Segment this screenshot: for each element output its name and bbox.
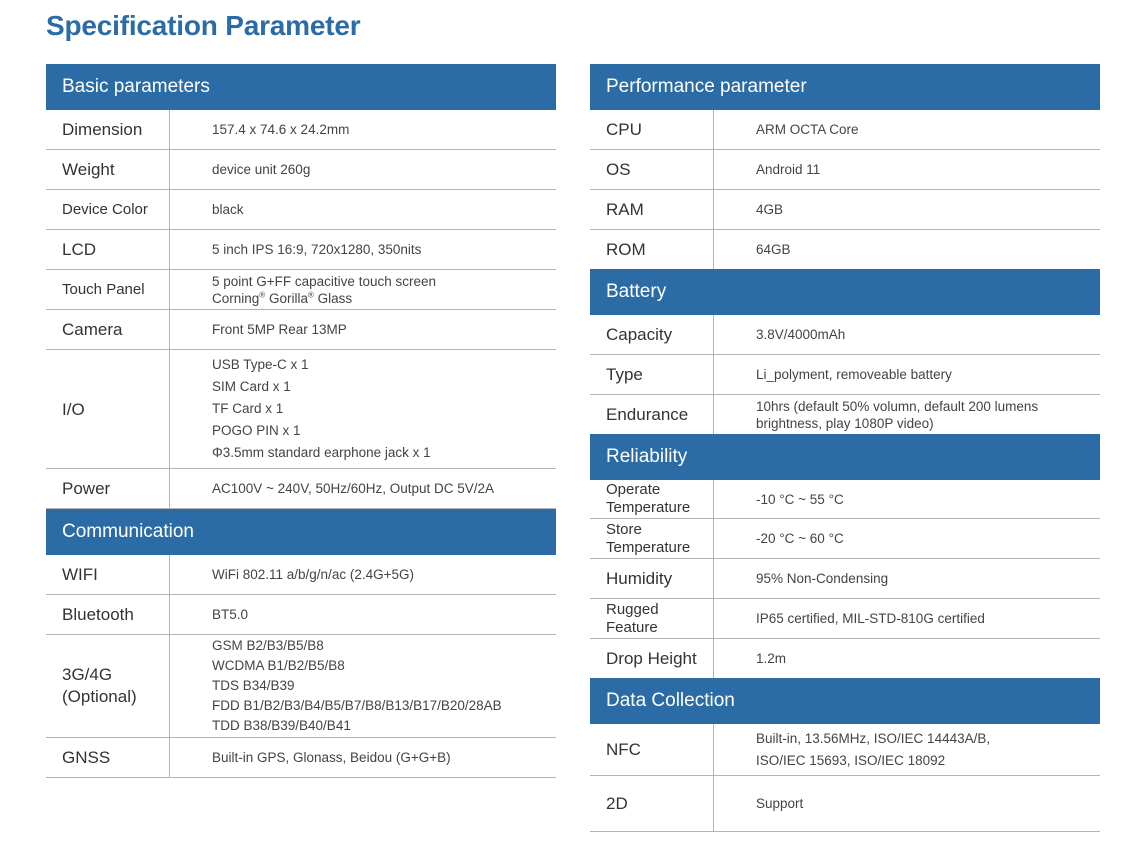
left-spec-column [46,64,556,778]
value-nfc: Built-in, 13.56MHz, ISO/IEC 14443A/B, ISO/IEC 15693, ISO/IEC 18092 [756,730,991,768]
label-device-color: Device Color [46,190,170,229]
row-operate-temp [590,480,1100,519]
row-cpu [590,110,1100,150]
io-line: SIM Card x 1 [212,379,291,394]
label-endurance: Endurance [590,395,714,434]
label-ram: RAM [590,190,714,229]
right-spec-column [590,64,1100,832]
value-power: AC100V ~ 240V, 50Hz/60Hz, Output DC 5V/2A [212,481,495,496]
row-gnss [46,738,556,778]
label-power: Power [46,469,170,508]
row-device-color [46,190,556,230]
io-line: TF Card x 1 [212,401,284,416]
label-os: OS [590,150,714,189]
label-lcd: LCD [46,230,170,269]
value-dimension: 157.4 x 74.6 x 24.2mm [212,122,350,137]
row-bluetooth [46,595,556,635]
row-weight [46,150,556,190]
section-header-performance: Performance parameter [590,64,1100,110]
row-humidity [590,559,1100,599]
network-band-line: TDS B34/B39 [212,678,295,693]
value-wifi: WiFi 802.11 a/b/g/n/ac (2.4G+5G) [212,567,414,582]
value-operate-temp: -10 °C ~ 55 °C [756,491,844,507]
row-io [46,350,556,469]
section-header-battery: Battery [590,269,1100,315]
label-bluetooth: Bluetooth [46,595,170,634]
section-header-communication: Communication [46,509,556,555]
row-ram [590,190,1100,230]
network-band-line: WCDMA B1/B2/B5/B8 [212,658,345,673]
value-io [170,350,556,468]
value-touch-panel [170,270,556,309]
row-camera [46,310,556,350]
value-type: Li_polyment, removeable battery [756,367,952,382]
label-type: Type [590,355,714,394]
value-rugged: IP65 certified, MIL-STD-810G certified [756,611,985,626]
label-drop-height: Drop Height [590,639,714,678]
row-lcd [46,230,556,270]
value-humidity: 95% Non-Condensing [756,571,889,586]
value-rom: 64GB [756,242,791,257]
label-store-temp: Store Temperature [590,519,714,558]
io-line: Φ3.5mm standard earphone jack x 1 [212,445,431,460]
value-capacity: 3.8V/4000mAh [756,327,846,342]
label-2d: 2D [590,776,714,831]
value-endurance: 10hrs (default 50% volumn, default 200 lumens brightness, play 1080P video) [756,398,1039,431]
label-gnss: GNSS [46,738,170,777]
network-band-line: FDD B1/B2/B3/B4/B5/B7/B8/B13/B17/B20/28AB [212,698,502,713]
value-ram: 4GB [756,202,784,217]
row-drop-height [590,639,1100,678]
label-network: 3G/4G (Optional) [46,635,170,737]
value-cpu: ARM OCTA Core [756,122,859,137]
row-endurance [590,395,1100,434]
io-line: USB Type-C x 1 [212,357,309,372]
section-header-basic: Basic parameters [46,64,556,110]
page-title: Specification Parameter [46,10,361,41]
value-gnss: Built-in GPS, Glonass, Beidou (G+G+B) [212,750,451,765]
value-camera: Front 5MP Rear 13MP [212,322,347,337]
value-drop-height: 1.2m [756,651,787,666]
section-header-data-collection: Data Collection [590,678,1100,724]
row-capacity [590,315,1100,355]
label-touch-panel: Touch Panel [46,270,170,309]
value-weight: device unit 260g [212,162,311,177]
label-rom: ROM [590,230,714,269]
row-rom [590,230,1100,269]
label-io: I/O [46,350,170,468]
value-store-temp: -20 °C ~ 60 °C [756,531,844,546]
label-rugged: Rugged Feature [590,599,714,638]
label-humidity: Humidity [590,559,714,598]
section-header-reliability: Reliability [590,434,1100,480]
touch-panel-glass-line: Corning® Gorilla® Glass [212,290,353,306]
label-nfc: NFC [590,724,714,775]
value-2d: Support [756,796,804,811]
row-store-temp [590,519,1100,559]
row-dimension [46,110,556,150]
label-wifi: WIFI [46,555,170,594]
value-device-color: black [212,202,244,217]
label-weight: Weight [46,150,170,189]
io-line: POGO PIN x 1 [212,423,301,438]
row-touch-panel [46,270,556,310]
row-2d [590,776,1100,832]
row-power [46,469,556,509]
row-network [46,635,556,738]
value-bluetooth: BT5.0 [212,607,249,622]
row-type [590,355,1100,395]
label-dimension: Dimension [46,110,170,149]
network-band-line: TDD B38/B39/B40/B41 [212,718,351,733]
value-network [170,635,556,737]
label-camera: Camera [46,310,170,349]
value-lcd: 5 inch IPS 16:9, 720x1280, 350nits [212,242,422,257]
row-os [590,150,1100,190]
label-cpu: CPU [590,110,714,149]
row-nfc [590,724,1100,776]
value-os: Android 11 [756,162,821,177]
label-operate-temp: Operate Temperature [590,480,714,518]
row-wifi [46,555,556,595]
label-capacity: Capacity [590,315,714,354]
network-band-line: GSM B2/B3/B5/B8 [212,638,324,653]
row-rugged [590,599,1100,639]
touch-panel-line: 5 point G+FF capacitive touch screen [212,273,436,289]
